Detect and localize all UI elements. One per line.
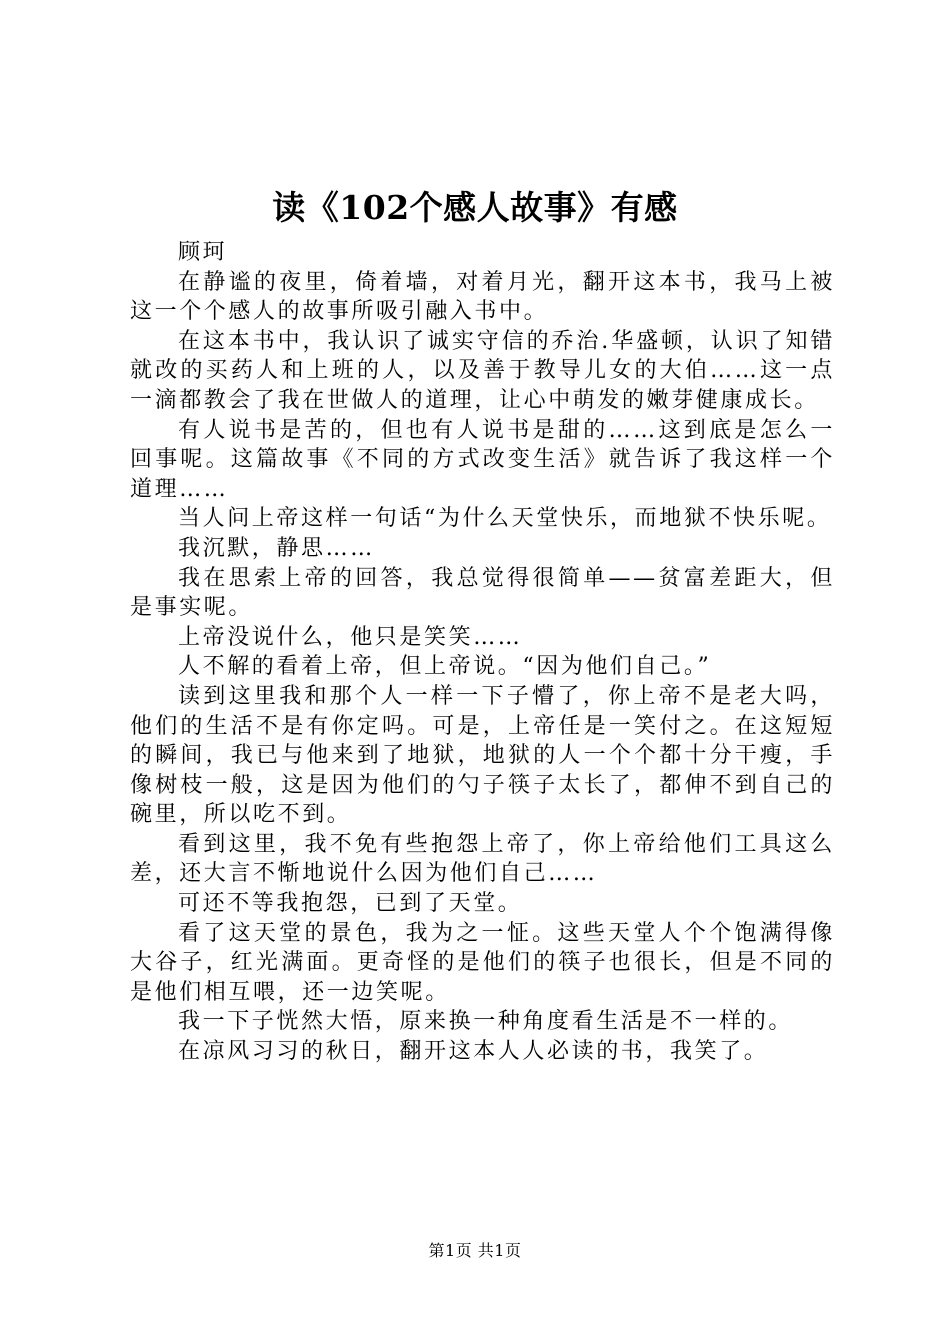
document-title: 读《102个感人故事》有感 [272,188,678,227]
author-name: 顾珂 [178,240,228,265]
paragraph: 我沉默，静思…… [178,535,375,561]
paragraph: 在凉风习习的秋日，翻开这本人人必读的书，我笑了。 [178,1039,769,1065]
paragraph: 当人问上帝这样一句话“为什么天堂快乐，而地狱不快乐呢。 [178,506,832,532]
paragraph: 人不解的看着上帝，但上帝说。“因为他们自己。” [178,654,712,680]
document-body [130,238,835,1067]
paragraph: 我在思索上帝的回答，我总觉得很简单——贫富差距大，但是事实呢。 [130,565,835,621]
paragraph: 在静谧的夜里，倚着墙，对着月光，翻开这本书，我马上被这一个个感人的故事所吸引融入书中。 [130,269,835,325]
paragraph: 上帝没说什么，他只是笑笑…… [178,624,523,650]
paragraph: 有人说书是苦的，但也有人说书是甜的……这到底是怎么一回事呢。这篇故事《不同的方式改变生活》就告诉了我这样一个道理…… [130,417,835,502]
paragraph: 读到这里我和那个人一样一下子懵了，你上帝不是老大吗，他们的生活不是有你定吗。可是，上帝任是一笑付之。在这短短的瞬间，我已与他来到了地狱，地狱的人一个个都十分干瘦，手像树枝一般，这是因为他们的勺子筷子太长了，都伸不到自己的碗里，所以吃不到。 [130,683,835,828]
paragraph: 我一下子恍然大悟，原来换一种角度看生活是不一样的。 [178,1009,794,1035]
paragraph: 在这本书中，我认识了诚实守信的乔治.华盛顿，认识了知错就改的买药人和上班的人，以及善于教导儿女的大伯……这一点一滴都教会了我在世做人的道理，让心中萌发的嫩芽健康成长。 [130,328,835,413]
page-number-footer: 第1页 共1页 [428,1241,522,1260]
paragraph: 看到这里，我不免有些抱怨上帝了，你上帝给他们工具这么差，还大言不惭地说什么因为他们自己…… [130,831,835,887]
paragraph: 看了这天堂的景色，我为之一怔。这些天堂人个个饱满得像大谷子，红光满面。更奇怪的是他们的筷子也很长，但是不同的是他们相互喂，还一边笑呢。 [130,920,835,1005]
paragraph: 可还不等我抱怨，已到了天堂。 [178,891,523,917]
